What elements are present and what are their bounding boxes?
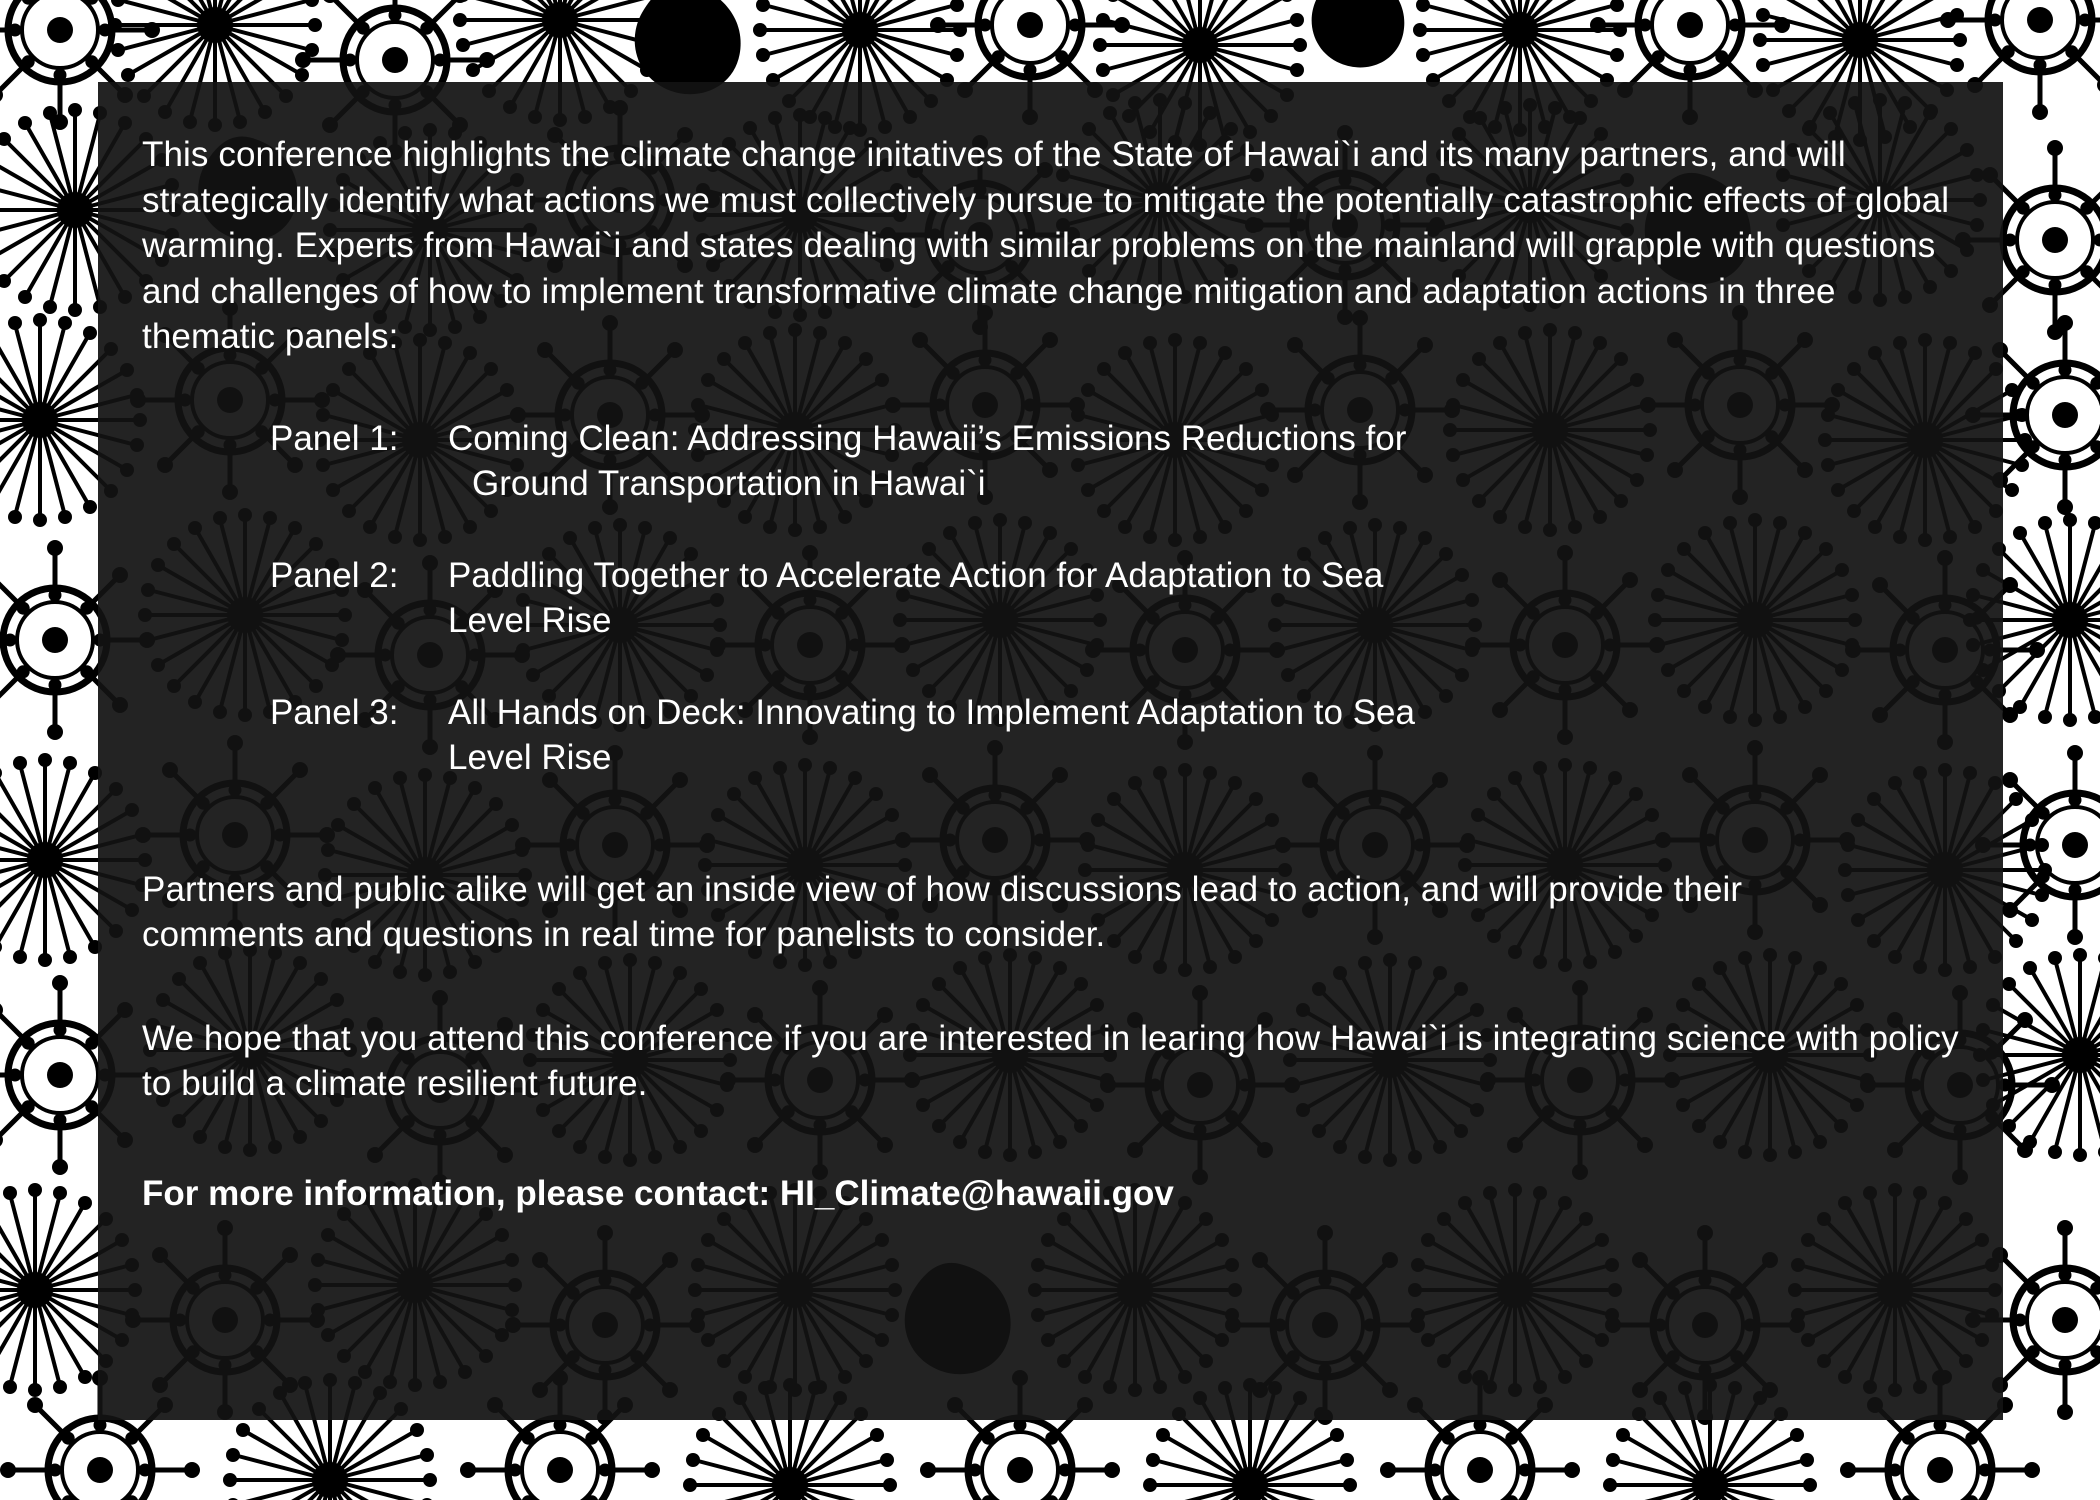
panel-item-1 (270, 416, 1959, 507)
content-panel (98, 82, 2003, 1420)
panel-3-title-line2: Level Rise (448, 738, 612, 777)
panel-1-title (448, 416, 1406, 507)
hope-paragraph: We hope that you attend this conference if you are interested in learing how Hawai`i is integrating science with policy to build a climate resilient future. (142, 1018, 1959, 1103)
panel-2-title (448, 553, 1383, 644)
panel-2-title-line1: Paddling Together to Accelerate Action for Adaptation to Sea (448, 555, 1384, 595)
contact-line: For more information, please contact: HI_Climate@hawaii.gov (142, 1173, 1174, 1213)
panel-item-2 (270, 553, 1959, 644)
panel-1-label: Panel 1: (270, 418, 399, 458)
intro-paragraph: This conference highlights the climate change initatives of the State of Hawai`i and its many partners, and will strategically identify what actions we must collectively pursue to mitigate the potentially catastrophic effects of global warming. Experts from Hawai`i and states dealing with similar problems on the mainland will grapple with questions and challenges of how to implement transformative climate change mitigation and adaptation actions in three thematic panels: (142, 135, 1950, 356)
panel-3-label: Panel 3: (270, 692, 399, 732)
panel-item-3 (270, 690, 1959, 781)
panel-list (270, 416, 1959, 781)
panel-3-title (448, 690, 1415, 781)
panel-2-title-line2: Level Rise (448, 601, 612, 640)
panel-3-title-line1: All Hands on Deck: Innovating to Implement Adaptation to Sea (448, 692, 1415, 732)
panel-2-label: Panel 2: (270, 555, 399, 595)
panel-1-title-line1: Coming Clean: Addressing Hawaii’s Emissions Reductions for (448, 418, 1407, 458)
panel-1-title-line2: Ground Transportation in Hawai`i (472, 464, 986, 503)
partners-paragraph: Partners and public alike will get an inside view of how discussions lead to action, and will provide their comments and questions in real time for panelists to consider. (142, 869, 1743, 954)
